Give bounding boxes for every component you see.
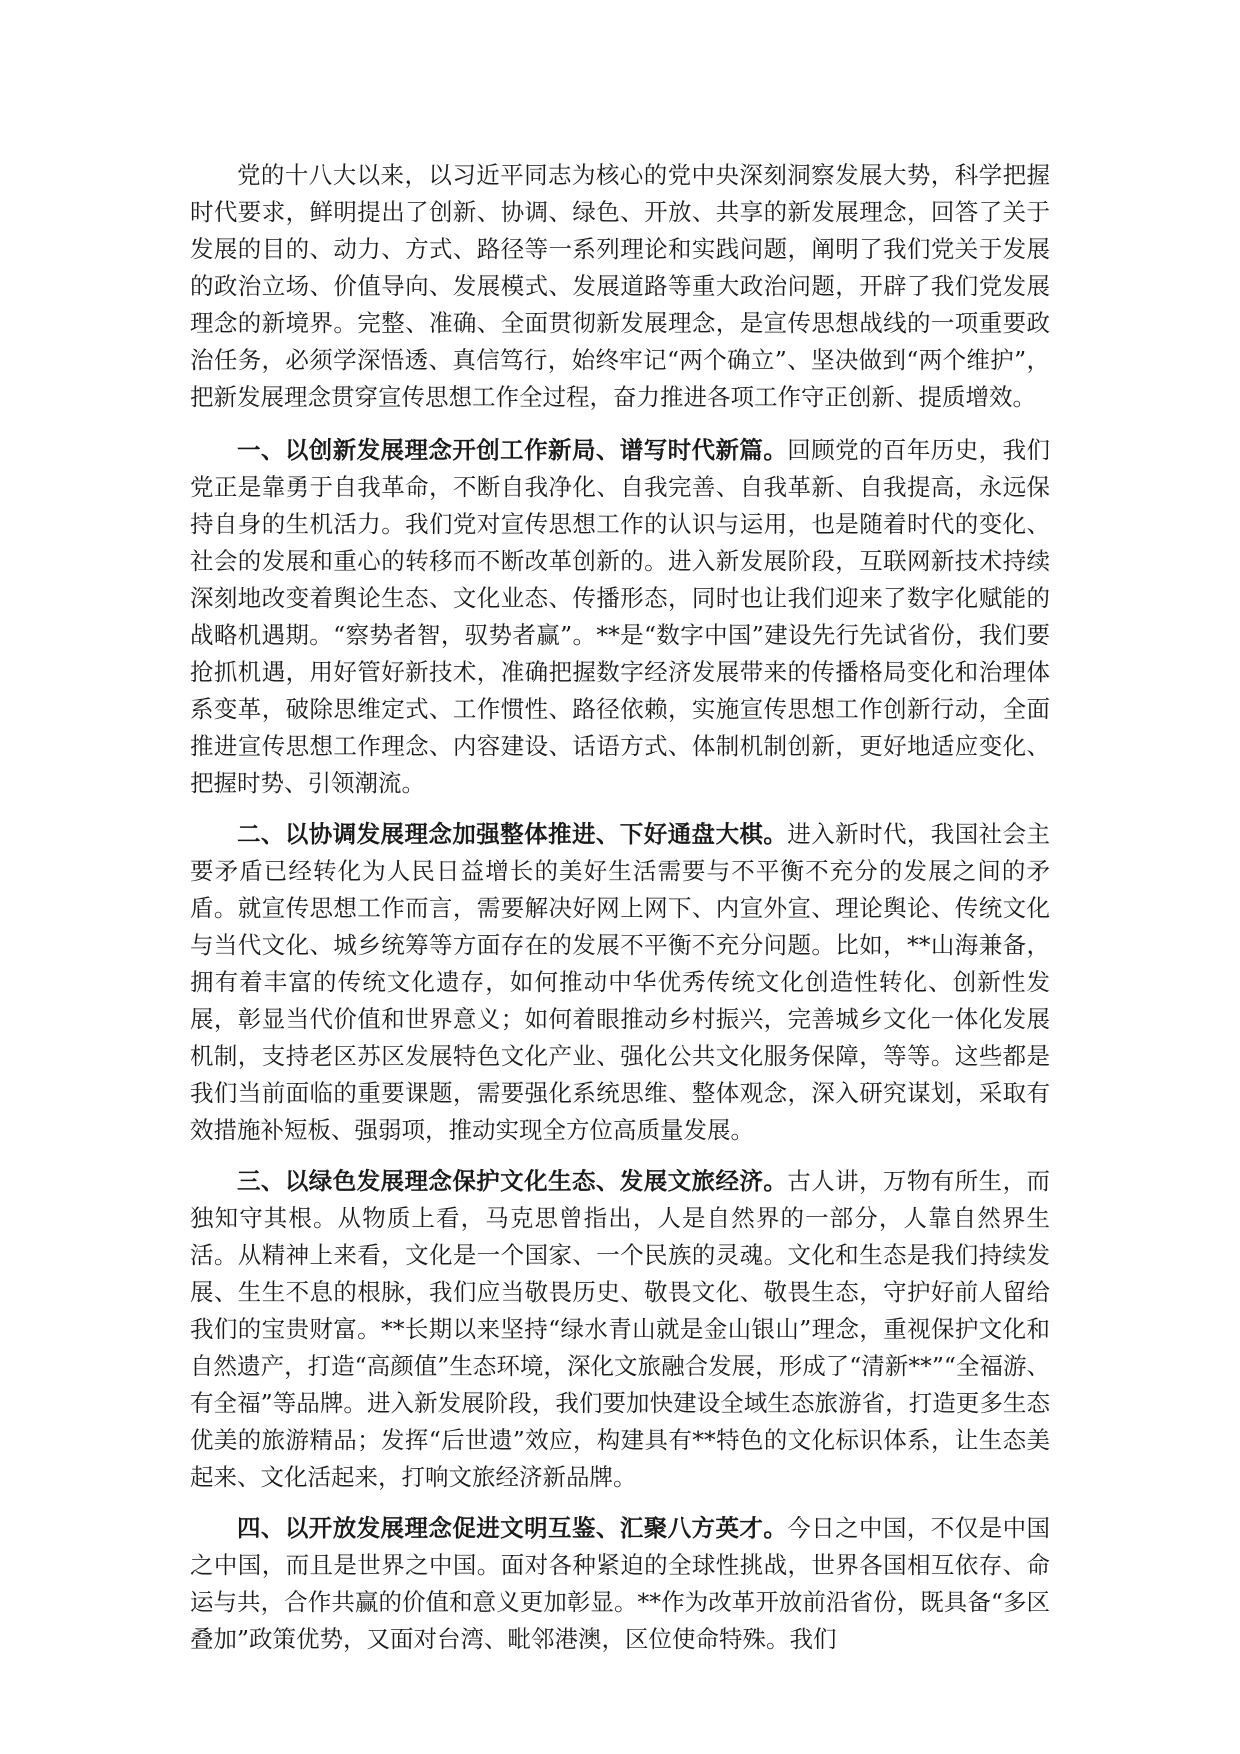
paragraph-openness — [190, 1510, 1050, 1658]
paragraph-text: 回顾党的百年历史，我们党正是靠勇于自我革命，不断自我净化、自我完善、自我革新、自我提高，永远保持自身的生机活力。我们党对宣传思想工作的认识与运用，也是随着时代的变化、社会的发展和重心的转移而不断改革创新的。进入新发展阶段，互联网新技术持续深刻地改变着舆论生态、文化业态、传播形态，同时也让我们迎来了数字化赋能的战略机遇期。“察势者智，驭势者赢”。**是“数字中国”建设先行先试省份，我们要抢抓机遇，用好管好新技术，准确把握数字经济发展带来的传播格局变化和治理体系变革，破除思维定式、工作惯性、路径依赖，实施宣传思想工作创新行动，全面推进宣传思想工作理念、内容建设、话语方式、体制机制创新，更好地适应变化、把握时势、引领潮流。 — [190, 436, 1051, 797]
section-heading: 二、以协调发展理念加强整体推进、下好通盘大棋。 — [237, 820, 788, 848]
document-body — [190, 157, 1050, 1672]
paragraph-text: 进入新时代，我国社会主要矛盾已经转化为人民日益增长的美好生活需要与不平衡不充分的发展之间的矛盾。就宣传思想工作而言，需要解决好网上网下、内宣外宣、理论舆论、传统文化与当代文化、城乡统筹等方面存在的发展不平衡不充分问题。比如，**山海兼备，拥有着丰富的传统文化遗存，如何推动中华优秀传统文化创造性转化、创新性发展，彰显当代价值和世界意义；如何着眼推动乡村振兴，完善城乡文化一体化发展机制，支持老区苏区发展特色文化产业、强化公共文化服务保障，等等。这些都是我们当前面临的重要课题，需要强化系统思维、整体观念，深入研究谋划，采取有效措施补短板、强弱项，推动实现全方位高质量发展。 — [190, 820, 1051, 1144]
section-heading: 一、以创新发展理念开创工作新局、谱写时代新篇。 — [237, 436, 788, 464]
paragraph-green — [190, 1163, 1050, 1496]
paragraph-coordination — [190, 816, 1050, 1149]
section-heading: 三、以绿色发展理念保护文化生态、发展文旅经济。 — [237, 1167, 788, 1195]
paragraph-text: 古人讲，万物有所生，而独知守其根。从物质上看，马克思曾指出，人是自然界的一部分，人靠自然界生活。从精神上来看，文化是一个国家、一个民族的灵魂。文化和生态是我们持续发展、生生不息的根脉，我们应当敬畏历史、敬畏文化、敬畏生态，守护好前人留给我们的宝贵财富。**长期以来坚持“绿水青山就是金山银山”理念，重视保护文化和自然遗产，打造“高颜值”生态环境，深化文旅融合发展，形成了“清新**”“全福游、有全福”等品牌。进入新发展阶段，我们要加快建设全域生态旅游省，打造更多生态优美的旅游精品；发挥“后世遗”效应，构建具有**特色的文化标识体系，让生态美起来、文化活起来，打响文旅经济新品牌。 — [190, 1167, 1051, 1491]
section-heading: 四、以开放发展理念促进文明互鉴、汇聚八方英才。 — [237, 1514, 788, 1542]
paragraph-innovation — [190, 432, 1050, 802]
paragraph-text: 今日之中国，不仅是中国之中国，而且是世界之中国。面对各种紧迫的全球性挑战，世界各国相互依存、命运与共，合作共赢的价值和意义更加彰显。**作为改革开放前沿省份，既具备“多区叠加”政策优势，又面对台湾、毗邻港澳，区位使命特殊。我们 — [190, 1514, 1051, 1653]
paragraph-intro — [190, 157, 1050, 416]
paragraph-text: 党的十八大以来，以习近平同志为核心的党中央深刻洞察发展大势，科学把握时代要求，鲜明提出了创新、协调、绿色、开放、共享的新发展理念，回答了关于发展的目的、动力、方式、路径等一系列理论和实践问题，阐明了我们党关于发展的政治立场、价值导向、发展模式、发展道路等重大政治问题，开辟了我们党发展理念的新境界。完整、准确、全面贯彻新发展理念，是宣传思想战线的一项重要政治任务，必须学深悟透、真信笃行，始终牢记“两个确立”、坚决做到“两个维护”， 把新发展理念贯穿宣传思想工作全过程，奋力推进各项工作守正创新、提质增效。 — [190, 161, 1050, 411]
